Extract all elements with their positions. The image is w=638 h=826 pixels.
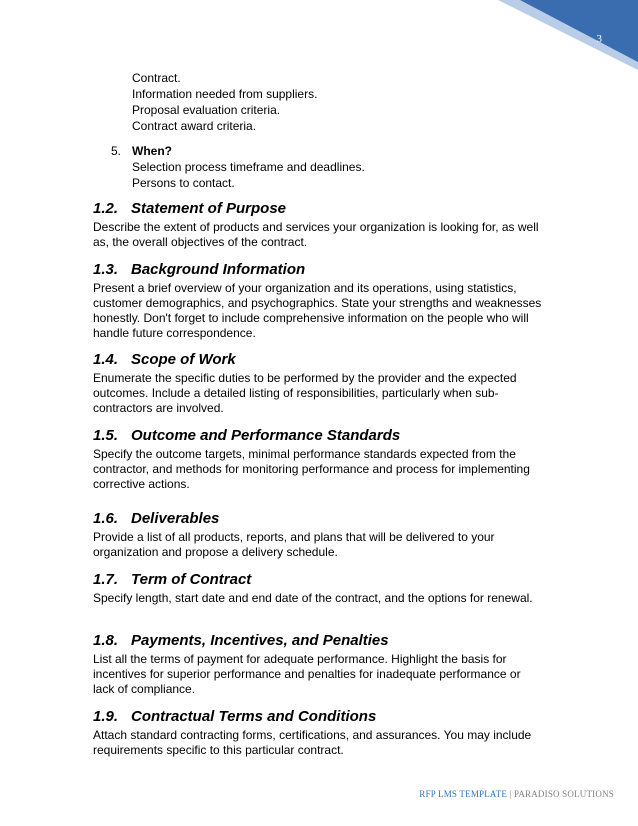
- section-body-deliverables: Provide a list of all products, reports, and plans that will be delivered to your organization and propose a delivery schedule.: [93, 530, 495, 559]
- section-body-payments: List all the terms of payment for adequate performance. Highlight the basis for incentives for superior performance and penalties for inadequate performance or lack of compliance.: [93, 652, 521, 696]
- section-body-term-of-contract: Specify length, start date and end date of the contract, and the options for renewal.: [93, 591, 533, 605]
- section-title-background-information: [93, 261, 305, 278]
- footer-company: PARADISO SOLUTIONS: [513, 789, 614, 799]
- section-heading: Contractual Terms and Conditions: [131, 708, 377, 725]
- list-item-supplier-info: Information needed from suppliers.: [132, 87, 318, 101]
- section-heading: Term of Contract: [131, 571, 252, 588]
- section-heading: Outcome and Performance Standards: [131, 427, 401, 444]
- section-number: 1.7.: [93, 571, 119, 588]
- footer-doc-title: RFP LMS TEMPLATE: [419, 789, 508, 799]
- section-heading: Scope of Work: [131, 351, 236, 368]
- footer-separator: |: [509, 789, 512, 799]
- section-title-deliverables: [93, 510, 219, 527]
- section-body-scope-of-work: Enumerate the specific duties to be performed by the provider and the expected outcomes. Include a detailed listing of responsibilities, particularly when sub-contractors are involved.: [93, 371, 517, 415]
- list-item-timeframe: Selection process timeframe and deadlines.: [132, 160, 365, 174]
- section-number: 1.5.: [93, 427, 119, 444]
- section-title-outcome-standards: [93, 427, 400, 444]
- section-number: 1.6.: [93, 510, 119, 527]
- section-number: 1.4.: [93, 351, 119, 368]
- section-body-contractual-terms: Attach standard contracting forms, certifications, and assurances. You may include requirements specific to this particular contract.: [93, 728, 532, 757]
- section-body-background-information: Present a brief overview of your organization and its operations, using statistics, customer demographics, and psychographics. State your strengths and weaknesses honestly. Don't forget to include comprehensive information on the people who will handle future correspondence.: [93, 281, 542, 340]
- section-body-outcome-standards: Specify the outcome targets, minimal performance standards expected from the contractor, and methods for monitoring performance and process for implementing corrective actions.: [93, 447, 530, 491]
- section-number: 1.2.: [93, 200, 119, 217]
- list-item-award-criteria: Contract award criteria.: [132, 119, 257, 133]
- section-number: 1.8.: [93, 632, 119, 649]
- section-title-statement-of-purpose: [93, 200, 286, 217]
- section-title-payments: [93, 632, 389, 649]
- section-title-contractual-terms: [93, 708, 376, 725]
- list-item-contacts: Persons to contact.: [132, 176, 235, 190]
- section-heading: Statement of Purpose: [131, 200, 287, 217]
- section-heading: Payments, Incentives, and Penalties: [131, 632, 389, 649]
- list-item-evaluation-criteria: Proposal evaluation criteria.: [132, 103, 281, 117]
- list-number-when: 5.: [111, 144, 122, 158]
- corner-decoration: [498, 0, 638, 70]
- section-heading: Background Information: [131, 261, 306, 278]
- list-heading-when: When?: [132, 144, 172, 158]
- section-number: 1.9.: [93, 708, 119, 725]
- page-footer: [419, 789, 614, 799]
- section-title-scope-of-work: [93, 351, 236, 368]
- section-number: 1.3.: [93, 261, 119, 278]
- page-number: 3: [596, 33, 602, 45]
- section-heading: Deliverables: [131, 510, 220, 527]
- section-title-term-of-contract: [93, 571, 251, 588]
- list-item-contract: Contract.: [132, 71, 181, 85]
- section-body-statement-of-purpose: Describe the extent of products and services your organization is looking for, as well as, the overall objectives of the contract.: [93, 220, 539, 249]
